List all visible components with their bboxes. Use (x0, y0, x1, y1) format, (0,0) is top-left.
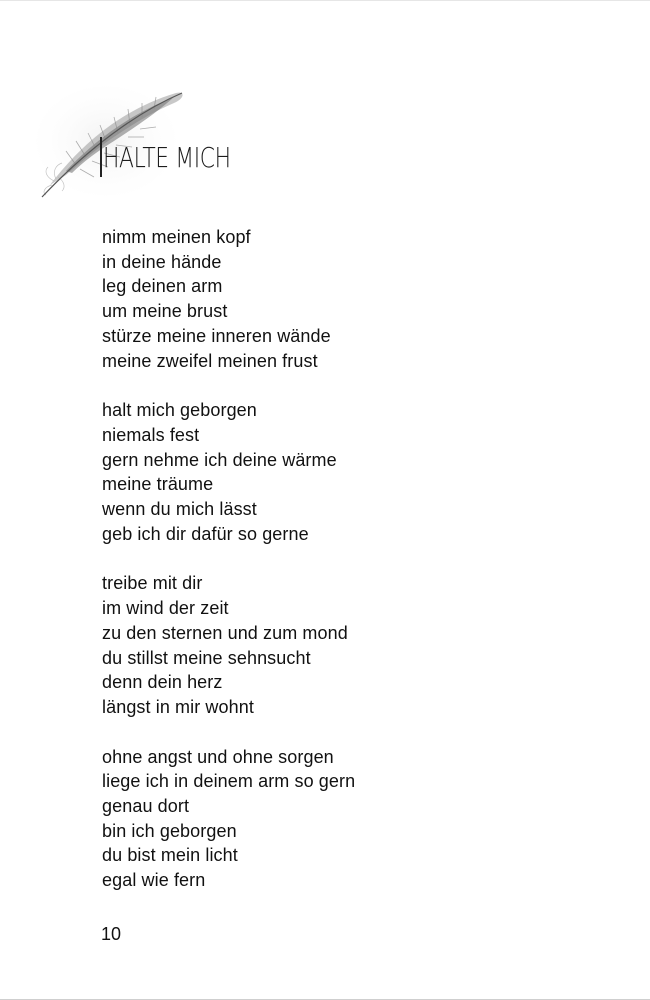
poem-line: du stillst meine sehnsucht (102, 647, 311, 668)
poem-line: stürze meine inneren wände (102, 325, 331, 346)
poem-line: wenn du mich lässt (102, 499, 257, 520)
poem-line: genau dort (102, 796, 190, 817)
poem-line: leg deinen arm (102, 276, 223, 297)
stanza (102, 398, 502, 546)
stanza (102, 745, 502, 893)
poem-line: meine träume (102, 474, 214, 495)
title-accent-bar (100, 137, 102, 177)
poem-line: halt mich geborgen (102, 400, 257, 421)
poem-line: längst in mir wohnt (102, 696, 254, 717)
poem-line: egal wie fern (102, 870, 206, 891)
poem-line: bin ich geborgen (102, 820, 237, 841)
poem-line: denn dein herz (102, 672, 223, 693)
poem-line: in deine hände (102, 251, 222, 272)
stanza (102, 225, 502, 373)
poem-line: im wind der zeit (102, 598, 229, 619)
poem-line: geb ich dir dafür so gerne (102, 523, 309, 544)
poem-body (102, 225, 502, 918)
poem-line: niemals fest (102, 424, 200, 445)
poem-line: um meine brust (102, 301, 228, 322)
poem-line: treibe mit dir (102, 573, 203, 594)
poem-line: meine zweifel meinen frust (102, 350, 318, 371)
poem-line: du bist mein licht (102, 845, 238, 866)
poem-title: HALTE MICH (103, 141, 231, 174)
poem-line: nimm meinen kopf (102, 227, 251, 247)
page-number: 10 (101, 924, 122, 944)
poem-line: ohne angst und ohne sorgen (102, 746, 334, 767)
poem-line: gern nehme ich deine wärme (102, 449, 337, 470)
poem-line: zu den sternen und zum mond (102, 622, 348, 643)
poem-line: liege ich in deinem arm so gern (102, 771, 356, 792)
stanza (102, 571, 502, 719)
